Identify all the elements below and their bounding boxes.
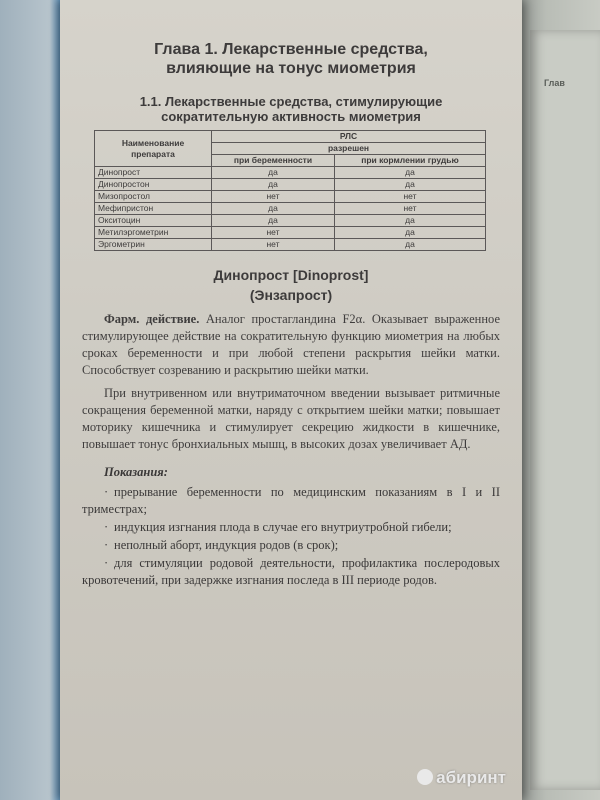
book-page	[60, 0, 522, 800]
drug-name-cell: Динопрост	[95, 167, 212, 179]
breastfeeding-cell: да	[334, 215, 485, 227]
chapter-title	[82, 40, 500, 78]
header-drug-name	[95, 131, 212, 167]
section-title-line1: 1.1. Лекарственные средства, стимулирующие	[139, 94, 443, 109]
table-row	[95, 215, 486, 227]
watermark-text: абиринт	[436, 768, 506, 787]
pregnancy-cell: да	[212, 167, 335, 179]
drug-title-line1: Динопрост [Dinoprost]	[213, 267, 369, 283]
breastfeeding-cell: нет	[334, 203, 485, 215]
pharm-action-paragraph	[82, 311, 500, 379]
pharm-action-text: Аналог простагландина F2α. Оказывает выраженное стимулирующее действие на сократительную функцию миометрия на любых сроках беременности и при любой степени раскрытия шейки матки. Способствует созреванию и раскрытию шейки матки.	[82, 312, 501, 377]
pharm-action-label: Фарм. действие.	[104, 312, 200, 326]
table-row	[95, 179, 486, 191]
breastfeeding-cell: нет	[334, 191, 485, 203]
breastfeeding-cell: да	[334, 167, 485, 179]
list-item	[82, 537, 500, 554]
section-title-line2: сократительную активность миометрия	[161, 109, 421, 124]
pregnancy-cell: нет	[212, 227, 335, 239]
pregnancy-cell: нет	[212, 239, 335, 251]
adjacent-page-text: Глав	[544, 78, 565, 88]
drug-name-cell: Эргометрин	[95, 239, 212, 251]
labirint-logo-icon	[417, 769, 433, 785]
header-pregnancy: при беременности	[212, 155, 335, 167]
drug-name-cell: Мефипристон	[95, 203, 212, 215]
drug-name-cell: Динопростон	[95, 179, 212, 191]
indications-list	[82, 484, 500, 589]
bullet-mark: ·	[104, 520, 109, 534]
list-item	[82, 484, 500, 518]
drug-title-line2: (Энзапрост)	[249, 287, 333, 303]
chapter-title-line2: влияющие на тонус миометрия	[166, 60, 416, 77]
page-content	[82, 40, 500, 590]
indications-title: Показания:	[104, 465, 168, 479]
administration-paragraph: При внутривенном или внутриматочном введении вызывает ритмичные сокращения беременной матки, наряду с открытием шейки матки; повышает моторику кишечника и стимулирует секрецию жидкости в кишечнике, повышает тонус бронхиальных мышц, в высоких дозах увеличивает АД.	[82, 386, 500, 451]
section-title	[82, 94, 500, 124]
header-allowed: разрешен	[212, 143, 486, 155]
drug-name-cell: Окситоцин	[95, 215, 212, 227]
indication-text: прерывание беременности по медицинским показаниям в I и II триместрах;	[82, 485, 500, 516]
table-row	[95, 203, 486, 215]
list-item	[82, 519, 500, 536]
pregnancy-cell: нет	[212, 191, 335, 203]
indication-text: индукция изгнания плода в случае его внутриутробной гибели;	[114, 520, 452, 534]
bullet-mark: ·	[104, 538, 109, 552]
bullet-mark: ·	[104, 556, 109, 570]
chapter-title-line1: Глава 1. Лекарственные средства,	[154, 41, 428, 58]
pregnancy-cell: да	[212, 203, 335, 215]
bullet-mark: ·	[104, 485, 109, 499]
indication-text: неполный аборт, индукция родов (в срок);	[114, 538, 339, 552]
indication-text: для стимуляции родовой деятельности, профилактика послеродовых кровотечений, при задержке изгнания последа в III периоде родов.	[82, 556, 500, 587]
labirint-watermark	[417, 768, 506, 788]
table-row	[95, 227, 486, 239]
drug-title	[82, 265, 500, 305]
breastfeeding-cell: да	[334, 227, 485, 239]
breastfeeding-cell: да	[334, 239, 485, 251]
header-drug-name-line2: препарата	[131, 148, 175, 159]
table-row	[95, 167, 486, 179]
rls-table	[94, 130, 486, 251]
header-breastfeeding: при кормлении грудью	[334, 155, 485, 167]
adjacent-page	[530, 30, 600, 790]
pregnancy-cell: да	[212, 215, 335, 227]
table-row	[95, 239, 486, 251]
drug-name-cell: Метилэргометрин	[95, 227, 212, 239]
pregnancy-cell: да	[212, 179, 335, 191]
table-row	[95, 191, 486, 203]
list-item	[82, 555, 500, 589]
header-rls: РЛС	[212, 131, 486, 143]
header-drug-name-line1: Наименование	[121, 137, 185, 148]
breastfeeding-cell: да	[334, 179, 485, 191]
drug-name-cell: Мизопростол	[95, 191, 212, 203]
